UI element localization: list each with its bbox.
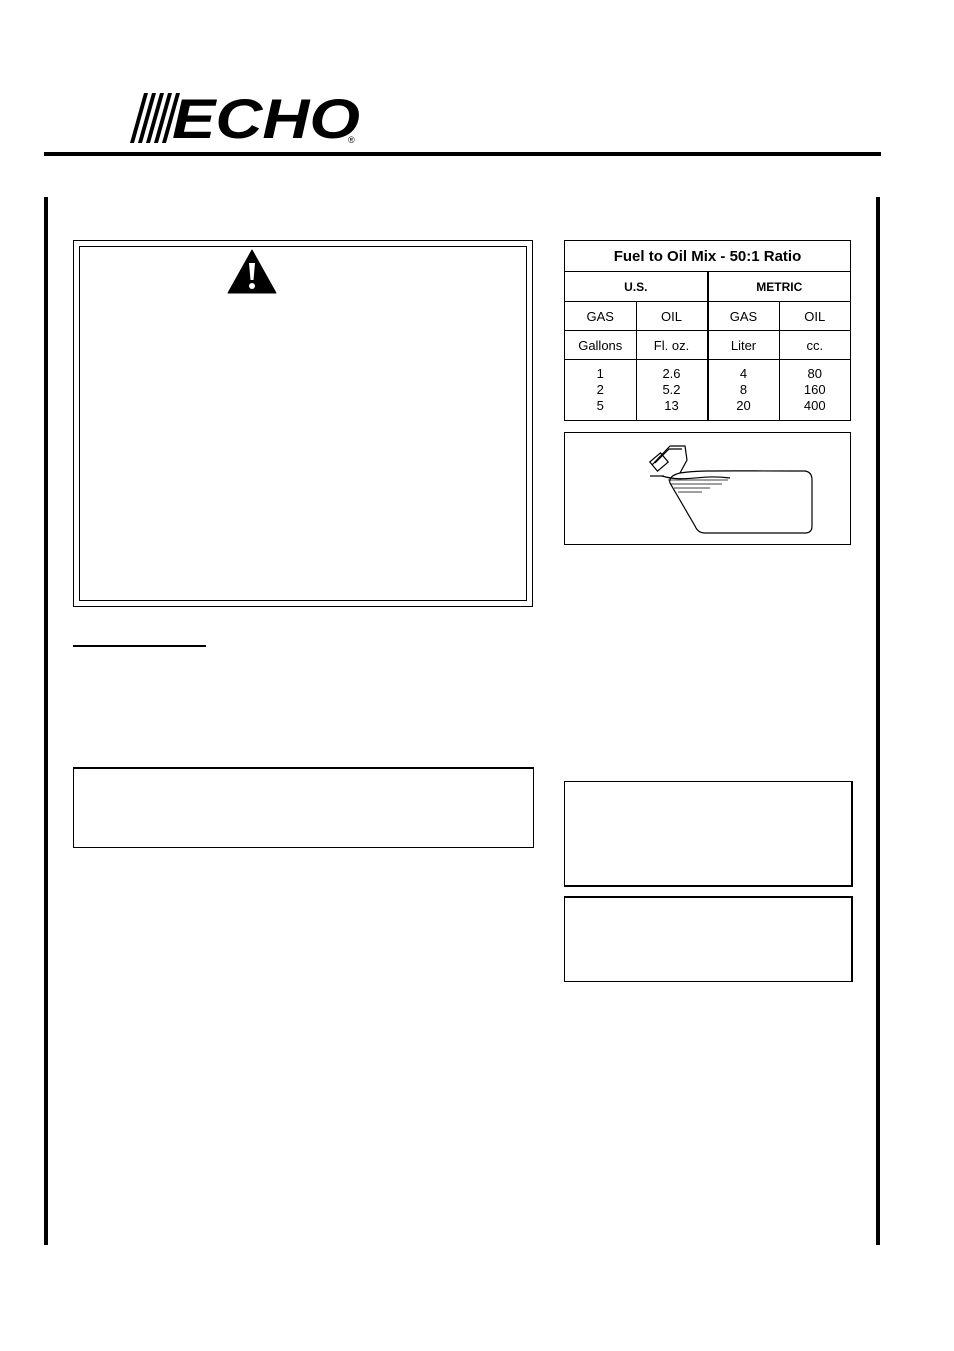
table-cell: 160 (803, 382, 826, 397)
col-header-metric-gas: GAS (708, 302, 780, 331)
table-cell: 4 (739, 366, 748, 381)
table-cell: 80 (807, 366, 822, 381)
metric-gas-values (708, 360, 780, 421)
table-cell: 400 (803, 398, 826, 413)
group-header-us: U.S. (565, 272, 708, 302)
warning-box-inner-frame (79, 246, 527, 601)
table-cell: 2 (596, 382, 604, 397)
table-cell: 5 (596, 398, 604, 413)
col-header-us-gas: GAS (565, 302, 637, 331)
warning-box (73, 240, 533, 607)
unit-us-oil: Fl. oz. (636, 331, 708, 360)
left-margin-bar (44, 197, 48, 1245)
us-gas-values (565, 360, 637, 421)
brand-wordmark: ECHO (172, 90, 360, 146)
table-title: Fuel to Oil Mix - 50:1 Ratio (565, 241, 851, 272)
col-header-us-oil: OIL (636, 302, 708, 331)
right-margin-bar (876, 197, 880, 1245)
table-cell: 1 (596, 366, 604, 381)
table-cell: 5.2 (662, 382, 681, 397)
note-box-right-2 (564, 896, 853, 982)
registered-mark: ® (348, 135, 355, 145)
unit-metric-gas: Liter (708, 331, 780, 360)
echo-logo (120, 90, 370, 146)
fuel-tank-fill-level-icon (640, 438, 820, 538)
note-box-left (73, 767, 534, 848)
metric-oil-values (779, 360, 851, 421)
unit-us-gas: Gallons (565, 331, 637, 360)
section-heading-underline (73, 645, 206, 647)
col-header-metric-oil: OIL (779, 302, 851, 331)
us-oil-values (636, 360, 708, 421)
table-cell: 13 (664, 398, 679, 413)
table-cell: 2.6 (662, 366, 681, 381)
table-cell: 20 (736, 398, 751, 413)
header-rule (44, 152, 881, 156)
note-box-right-1 (564, 781, 853, 887)
fuel-mix-table (564, 240, 851, 421)
group-header-metric: METRIC (708, 272, 851, 302)
unit-metric-oil: cc. (779, 331, 851, 360)
exclamation-triangle-icon (227, 249, 277, 294)
table-cell: 8 (739, 382, 748, 397)
